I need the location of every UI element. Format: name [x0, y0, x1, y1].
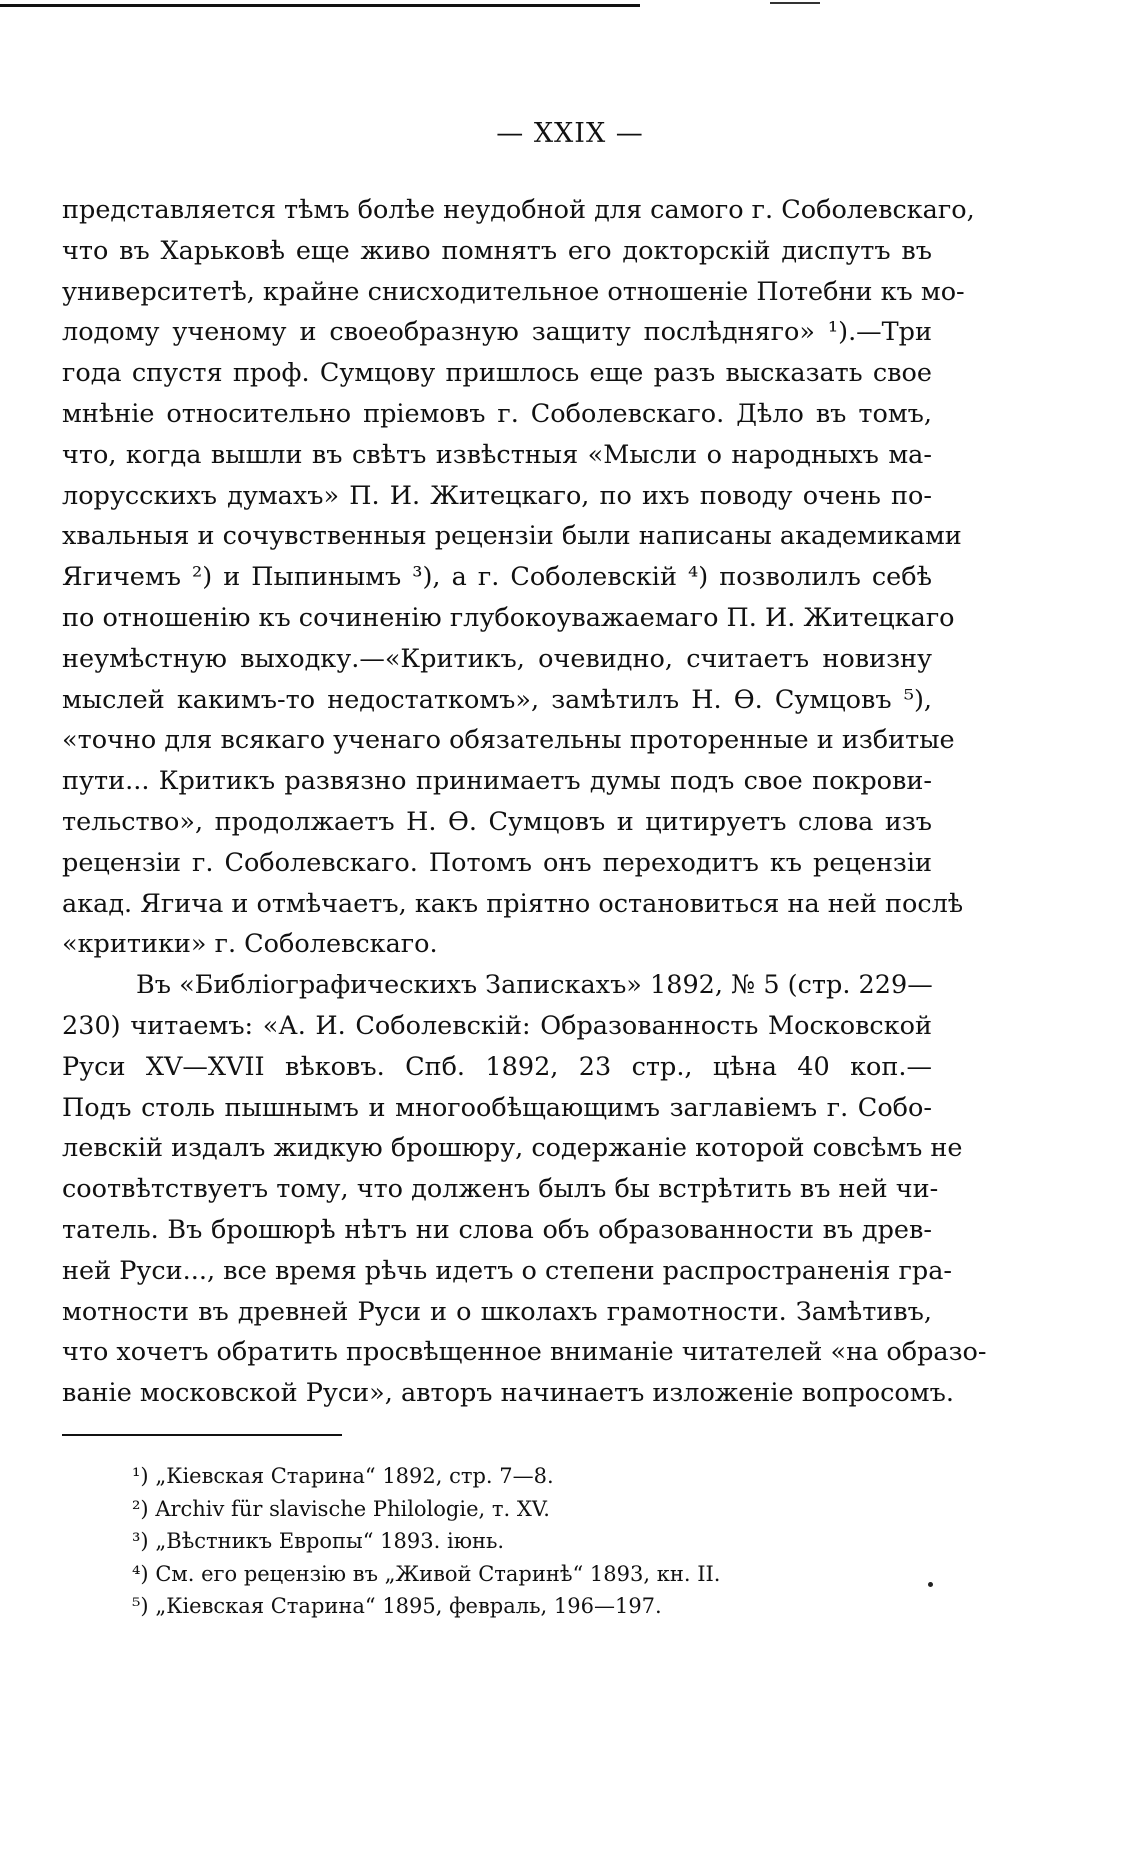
text-line: ваніе московской Руси», авторъ начинаетъ изложеніе вопросомъ.: [62, 1378, 954, 1409]
main-text: [62, 190, 987, 1414]
footnote-text: Archiv für slavische Philologie, т. XV.: [155, 1496, 550, 1521]
text-line: что въ Харьковѣ еще живо помнятъ его докторскій диспутъ въ: [62, 235, 932, 266]
text-line: Руси XV—XVII вѣковъ. Спб. 1892, 23 стр., цѣна 40 коп.—: [62, 1051, 932, 1082]
footnote-mark: ³): [132, 1529, 149, 1553]
text-line: по отношенію къ сочиненію глубокоуважаемаго П. И. Житецкаго: [62, 602, 955, 633]
footnote-mark: ⁵): [132, 1594, 149, 1618]
text-line: мотности въ древней Руси и о школахъ грамотности. Замѣтивъ,: [62, 1296, 932, 1327]
top-border-rule: [0, 4, 640, 7]
page-number: — XXIX —: [496, 118, 644, 149]
text-line: университетѣ, крайне снисходительное отношеніе Потебни къ мо-: [62, 276, 965, 307]
text-line: года спустя проф. Сумцову пришлось еще разъ высказать свое: [62, 358, 932, 389]
footnote-mark: ¹): [132, 1464, 149, 1488]
text-line: неумѣстную выходку.—«Критикъ, очевидно, считаетъ новизну: [62, 643, 932, 674]
footnote: [132, 1460, 892, 1493]
footnote: [132, 1590, 892, 1623]
text-line: лодому ученому и своеобразную защиту послѣдняго» ¹).—Три: [62, 317, 932, 348]
text-line: лорусскихъ думахъ» П. И. Житецкаго, по ихъ поводу очень по-: [62, 480, 932, 511]
paragraph-start-line: Въ «Библіографическихъ Запискахъ» 1892, № 5 (стр. 229—: [136, 970, 933, 1001]
text-line: левскій издалъ жидкую брошюру, содержаніе которой совсѣмъ не: [62, 1133, 963, 1164]
text-line: что, когда вышли въ свѣтъ извѣстныя «Мысли о народныхъ ма-: [62, 439, 932, 470]
text-line: 230) читаемъ: «А. И. Соболевскій: Образованность Московской: [62, 1010, 932, 1041]
text-line: Ягичемъ ²) и Пыпинымъ ³), а г. Соболевскій ⁴) позволилъ себѣ: [62, 562, 932, 593]
footnote-mark: ²): [132, 1496, 149, 1521]
top-border-rule-fragment: [770, 2, 820, 4]
footnote: [132, 1525, 892, 1558]
footnote-text: „Кіевская Старина“ 1895, февраль, 196—197.: [155, 1594, 662, 1618]
footnote-separator: [62, 1434, 342, 1436]
footnote-text: „Вѣстникъ Европы“ 1893. іюнь.: [155, 1529, 505, 1553]
text-line: что хочетъ обратить просвѣщенное вниманіе читателей «на образо-: [62, 1337, 987, 1368]
text-line: Подъ столь пышнымъ и многообѣщающимъ заглавіемъ г. Собо-: [62, 1092, 932, 1123]
ink-speck: [928, 1582, 933, 1587]
text-line: тельство», продолжаетъ Н. Ѳ. Сумцовъ и цитируетъ слова изъ: [62, 806, 932, 837]
footnotes: [132, 1460, 892, 1623]
text-line: мыслей какимъ-то недостаткомъ», замѣтилъ Н. Ѳ. Сумцовъ ⁵),: [62, 684, 932, 715]
text-line: представляется тѣмъ болѣе неудобной для самого г. Соболевскаго,: [62, 195, 975, 225]
text-line: соотвѣтствуетъ тому, что долженъ былъ бы встрѣтить въ ней чи-: [62, 1174, 939, 1205]
footnote: [132, 1493, 892, 1526]
text-line: пути... Критикъ развязно принимаетъ думы подъ свое покрови-: [62, 766, 932, 797]
text-line: акад. Ягича и отмѣчаетъ, какъ пріятно остановиться на ней послѣ: [62, 888, 964, 919]
footnote: [132, 1558, 892, 1591]
text-line: мнѣніе относительно пріемовъ г. Соболевскаго. Дѣло въ томъ,: [62, 398, 932, 429]
text-line: «точно для всякаго ученаго обязательны проторенные и избитые: [62, 725, 955, 756]
footnote-mark: ⁴): [132, 1561, 149, 1586]
footnote-text: См. его рецензію въ „Живой Старинѣ“ 1893, кн. II.: [155, 1561, 721, 1586]
footnote-text: „Кіевская Старина“ 1892, стр. 7—8.: [155, 1464, 554, 1488]
text-line: ней Руси..., все время рѣчь идетъ о степени распространенія гра-: [62, 1255, 953, 1286]
text-line: «критики» г. Соболевскаго.: [62, 929, 438, 960]
text-line: рецензіи г. Соболевскаго. Потомъ онъ переходитъ къ рецензіи: [62, 847, 932, 878]
text-line: хвальныя и сочувственныя рецензіи были написаны академиками: [62, 521, 962, 552]
text-line: татель. Въ брошюрѣ нѣтъ ни слова объ образованности въ древ-: [62, 1214, 932, 1245]
